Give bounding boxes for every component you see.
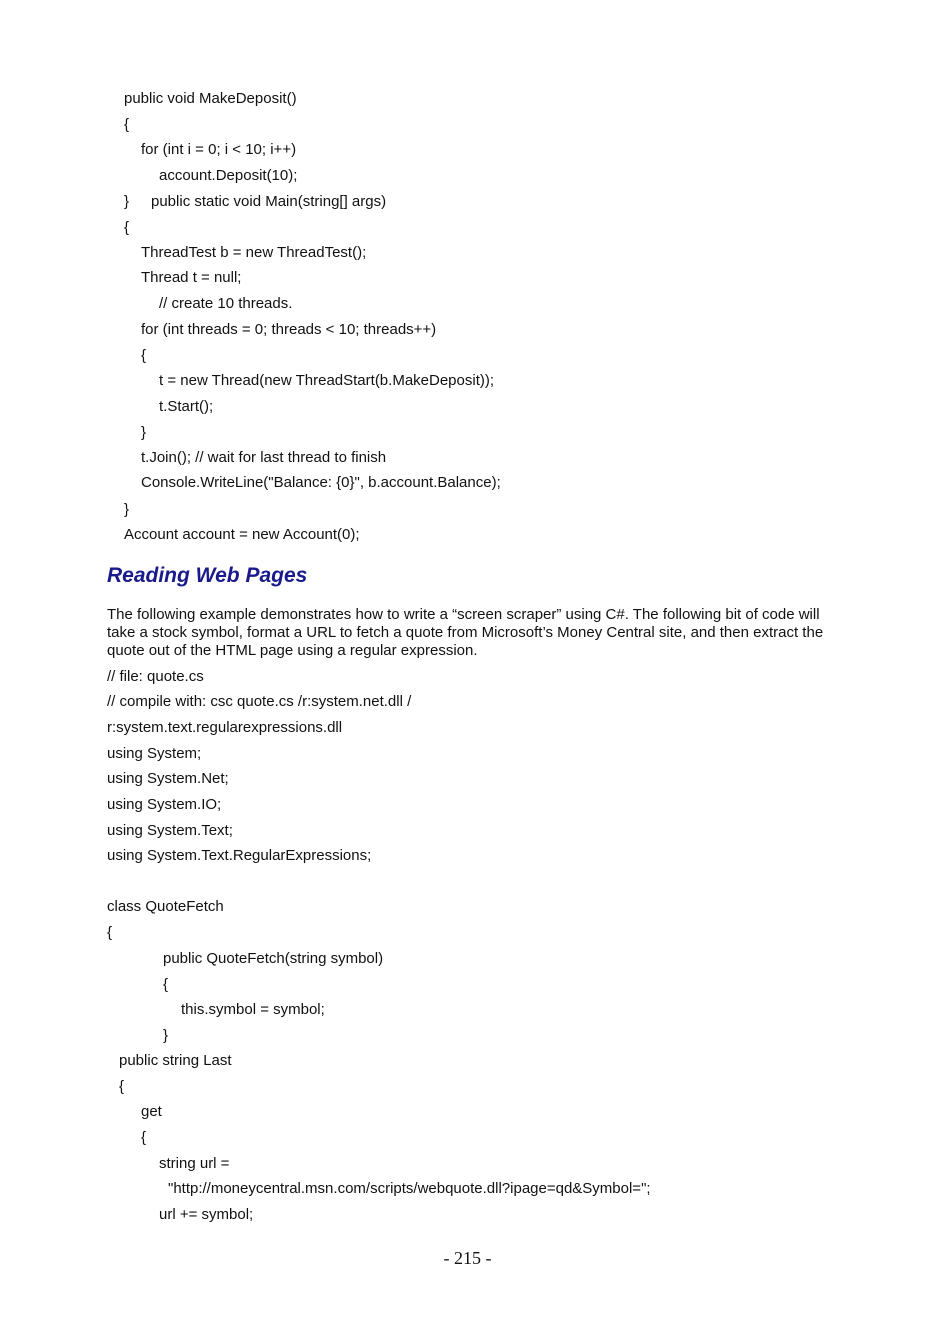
code-line: get (141, 1103, 162, 1120)
code-line: account.Deposit(10); (159, 167, 298, 184)
code-line: { (119, 1078, 125, 1095)
code-line: { (163, 976, 169, 993)
code-line: "http://moneycentral.msn.com/scripts/webquote.dll?ipage=qd&Symbol="; (168, 1180, 651, 1197)
code-line: string url = (159, 1155, 230, 1172)
code-line: for (int i = 0; i < 10; i++) (141, 141, 297, 158)
code-line: { (124, 116, 130, 133)
code-line: url += symbol; (159, 1206, 254, 1223)
code-line: { (141, 1129, 147, 1146)
code-line: this.symbol = symbol; (181, 1001, 325, 1018)
code-line: Console.WriteLine("Balance: {0}", b.account.Balance); (141, 474, 501, 491)
code-line: t.Start(); (159, 398, 214, 415)
code-line: using System.Text.RegularExpressions; (107, 847, 372, 864)
code-line: } (141, 424, 147, 441)
page-number: - 215 - (443, 1248, 492, 1268)
code-line: { (107, 924, 113, 941)
code-line: class QuoteFetch (107, 898, 224, 915)
code-line: } (163, 1027, 169, 1044)
code-line: { (124, 219, 130, 236)
code-line: ThreadTest b = new ThreadTest(); (141, 244, 367, 261)
code-line: Thread t = null; (141, 269, 242, 286)
code-line: // create 10 threads. (159, 295, 293, 312)
intro-paragraph: The following example demonstrates how to write a “screen scraper” using C#. The following bit of code will take a stock symbol, format a URL to fetch a quote from Microsoft’s Money Central site, and then extract the quote out of the HTML page using a regular expression. (107, 606, 824, 659)
code-line: t = new Thread(new ThreadStart(b.MakeDeposit)); (159, 372, 495, 389)
section-heading: Reading Web Pages (107, 564, 308, 587)
code-line: public QuoteFetch(string symbol) (163, 950, 384, 967)
code-line: t.Join(); // wait for last thread to finish (141, 449, 387, 466)
code-line: } (124, 501, 130, 518)
code-line: using System; (107, 745, 202, 762)
code-line: using System.Net; (107, 770, 229, 787)
code-line: // file: quote.cs (107, 668, 204, 685)
code-line: // compile with: csc quote.cs /r:system.net.dll / (107, 693, 412, 710)
code-line: { (141, 347, 147, 364)
code-line: public static void Main(string[] args) (151, 193, 387, 210)
code-line: using System.Text; (107, 822, 233, 839)
code-line: public void MakeDeposit() (124, 90, 297, 107)
code-line: for (int threads = 0; threads < 10; threads++) (141, 321, 437, 338)
code-line: } (124, 193, 130, 210)
code-line: r:system.text.regularexpressions.dll (107, 719, 343, 736)
code-line: using System.IO; (107, 796, 222, 813)
code-line: public string Last (119, 1052, 232, 1069)
code-line: Account account = new Account(0); (124, 526, 360, 543)
